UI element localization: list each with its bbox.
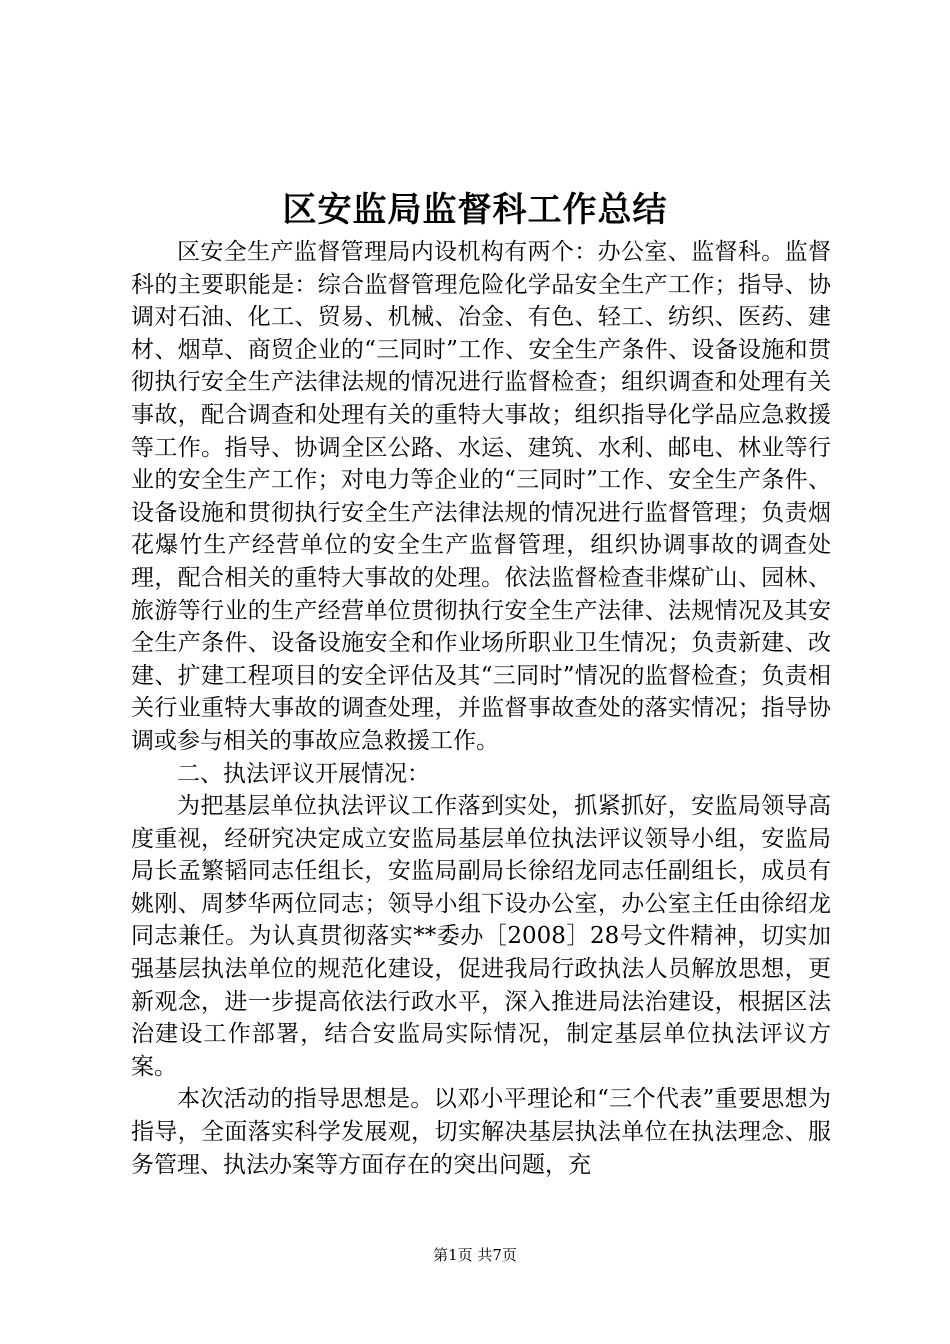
section-heading-enforcement-review: 二、执法评议开展情况： [177, 760, 430, 787]
paragraph-duties: 区安全生产监督管理局内设机构有两个：办公室、监督科。监督科的主要职能是：综合监督管理危险化学品安全生产工作；指导、协调对石油、化工、贸易、机械、冶金、有色、轻工、纺织、医药、建材、烟草、商贸企业的“三同时”工作、安全生产条件、设备设施和贯彻执行安全生产法律法规的情况进行监督检查；组织调查和处理有关事故，配合调查和处理有关的重特大事故；组织指导化学品应急救援等工作。指导、协调全区公路、水运、建筑、水利、邮电、林业等行业的安全生产工作；对电力等企业的“三同时”工作、安全生产条件、设备设施和贯彻执行安全生产法律法规的情况进行监督管理；负责烟花爆竹生产经营单位的安全生产监督管理，组织协调事故的调查处理，配合相关的重特大事故的处理。依法监督检查非煤矿山、园林、旅游等行业的生产经营单位贯彻执行安全生产法律、法规情况及其安全生产条件、设备设施安全和作业场所职业卫生情况；负责新建、改建、扩建工程项目的安全评估及其“三同时”情况的监督检查；负责相关行业重特大事故的调查处理，并监督事故查处的落实情况；指导协调或参与相关的事故应急救援工作。 [131, 239, 831, 754]
document-body [131, 236, 831, 1181]
document-title: 区安监局监督科工作总结 [282, 190, 668, 230]
paragraph-leadership-group: 为把基层单位执法评议工作落到实处，抓紧抓好，安监局领导高度重视，经研究决定成立安监局基层单位执法评议领导小组，安监局局长孟繁韬同志任组长，安监局副局长徐绍龙同志任副组长，成员有姚刚、周梦华两位同志；领导小组下设办公室，办公室主任由徐绍龙同志兼任。为认真贯彻落实**委办［2008］28号文件精神，切实加强基层执法单位的规范化建设，促进我局行政执法人员解放思想，更新观念，进一步提高依法行政水平，深入推进局法治建设，根据区法治建设工作部署，结合安监局实际情况，制定基层单位执法评议方案。 [131, 793, 831, 1080]
paragraph-guiding-ideology: 本次活动的指导思想是。以邓小平理论和“三个代表”重要思想为指导，全面落实科学发展观，切实解决基层执法单位在执法理念、服务管理、执法办案等方面存在的突出问题，充 [131, 1086, 831, 1178]
page-number-footer: 第1页 共7页 [433, 1246, 517, 1264]
